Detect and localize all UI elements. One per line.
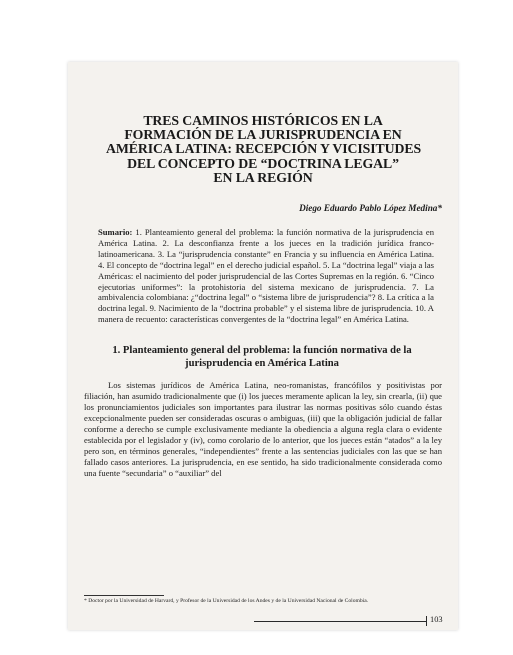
title-line: FORMACIÓN DE LA JURISPRUDENCIA EN xyxy=(124,127,402,143)
summary-block xyxy=(98,227,434,325)
title-line: EN LA REGIÓN xyxy=(213,169,313,185)
page-number: 103 xyxy=(430,615,443,624)
summary-text: 1. Planteamiento general del problema: la función normativa de la jurisprudencia en América Latina. 2. La desconfianza frente a los jueces en la tradición jurídica franco-latinoamericana. 3. La “jurisprudencia constante” en Francia y su influencia en América Latina. 4. El concepto de “doctrina legal” en el derecho judicial español. 5. La “doctrina legal” viaja a las Américas: el nacimiento del poder jurisprudencial de las Cortes Supremas en la región. 6. “Cinco ejecutorias uniformes”: la protohistoria del sistema mexicano de jurisprudencia. 7. La ambivalencia colombiana: ¿“doctrina legal” o “sistema libre de jurisprudencia”? 8. La crítica a la doctrina legal. 9. Nacimiento de la “doctrina probable” y el sistema libre de jurisprudencia. 10. A manera de recuento: características convergentes de la “doctrina legal” en América Latina. xyxy=(98,227,434,325)
body-paragraph: Los sistemas jurídicos de América Latina, neo-romanistas, francófilos y positivistas por filiación, han asumido tradicionalmente que (i) los jueces meramente aplican la ley, sin crearla, (ii) que los pronunciamientos judiciales son importantes para ilustrar las normas positivas sólo cuando éstas excepcionalmente pueden ser consideradas oscuras o ambiguas, (iii) que la obligación judicial de fallar conforme a derecho se cumple exclusivamente mediante la obediencia a alguna regla clara o evidente establecida por el legislador y (iv), como corolario de lo anterior, que los jueces están “atados” a la ley pero son, en términos generales, “independientes” frente a las sentencias judiciales con las que se han fallado casos anteriores. La jurisprudencia, en ese sentido, ha sido tradicionalmente considerada como una fuente “secundaria” o “auxiliar” del xyxy=(84,380,442,479)
book-page xyxy=(68,62,458,630)
section-heading: 1. Planteamiento general del problema: la función normativa de la jurisprudencia en América Latina xyxy=(112,345,412,369)
summary-label: Sumario: xyxy=(98,227,133,237)
author-name: Diego Eduardo Pablo López Medina* xyxy=(299,203,442,213)
article-title xyxy=(106,114,420,185)
title-line: AMÉRICA LATINA: RECEPCIÓN Y VICISITUDES xyxy=(106,141,422,157)
title-line: DEL CONCEPTO DE “DOCTRINA LEGAL” xyxy=(127,155,399,171)
folio-rule xyxy=(254,621,426,622)
folio-tick xyxy=(426,616,427,626)
page-content xyxy=(82,62,444,630)
title-line: TRES CAMINOS HISTÓRICOS EN LA xyxy=(143,113,383,128)
footnote: * Doctor por la Universidad de Harvard, y Profesor de la Universidad de los Andes y de la Universidad Nacional de Colombia. xyxy=(84,598,369,604)
footnote-divider xyxy=(84,595,164,596)
